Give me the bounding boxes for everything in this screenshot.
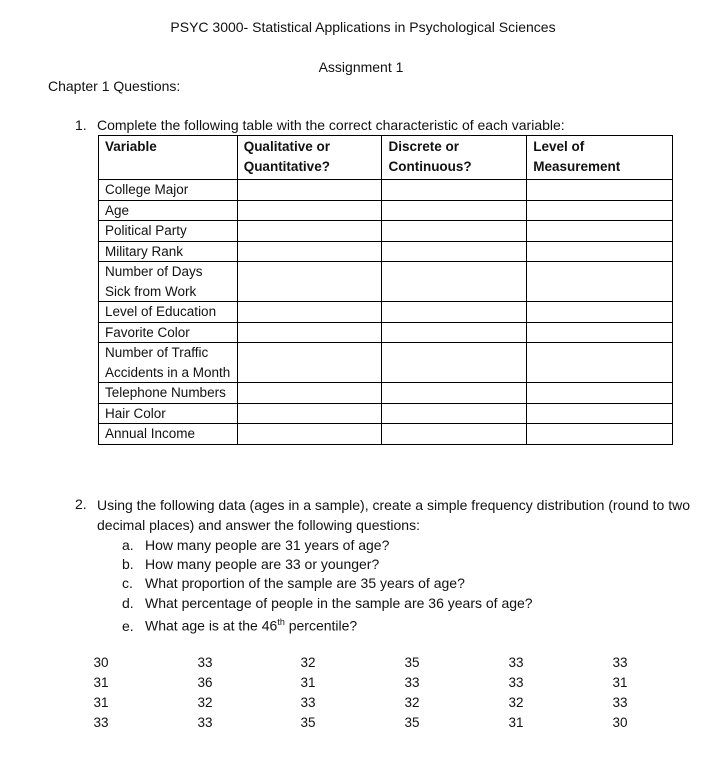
subquestion-letter: e. [122, 617, 134, 634]
discrete-continuous-cell[interactable] [382, 383, 527, 404]
age-data-column [605, 653, 635, 733]
assignment-title: Assignment 1 [318, 59, 404, 75]
subquestion-e [122, 613, 357, 636]
subquestion-a [122, 536, 389, 556]
age-value: 33 [300, 695, 316, 710]
discrete-continuous-cell[interactable] [382, 262, 527, 302]
age-value: 32 [300, 655, 316, 670]
age-value: 30 [612, 715, 628, 730]
age-value: 32 [404, 695, 420, 710]
variable-name-cell: Annual Income [99, 424, 238, 445]
variable-name-cell: Number of Days Sick from Work [99, 262, 238, 302]
subquestion-text: How many people are 31 years of age? [145, 537, 390, 553]
age-value: 31 [93, 695, 109, 710]
age-data-column [86, 653, 116, 733]
age-value: 35 [404, 655, 420, 670]
age-value: 33 [197, 715, 213, 730]
qualitative-quantitative-cell[interactable] [237, 200, 382, 221]
age-data-column [293, 653, 323, 733]
subquestion-letter: b. [122, 556, 134, 572]
chapter-heading: Chapter 1 Questions: [48, 78, 181, 94]
level-of-measurement-cell[interactable] [527, 180, 673, 201]
level-of-measurement-cell[interactable] [527, 403, 673, 424]
age-value: 33 [612, 695, 628, 710]
header-level-of-measurement: Level of Measurement [527, 136, 673, 180]
subquestion-text: How many people are 33 or younger? [145, 556, 380, 572]
level-of-measurement-cell[interactable] [527, 302, 673, 323]
table-row [99, 241, 673, 262]
question-2-text: Using the following data (ages in a sample), create a simple frequency distribution (round to two decimal places) and answer the following questions: [97, 497, 690, 533]
age-value: 32 [197, 695, 213, 710]
table-header-row [99, 136, 673, 180]
table-row [99, 302, 673, 323]
qualitative-quantitative-cell[interactable] [237, 180, 382, 201]
age-value: 33 [612, 655, 628, 670]
discrete-continuous-cell[interactable] [382, 221, 527, 242]
age-value: 32 [508, 695, 524, 710]
table-row [99, 180, 673, 201]
discrete-continuous-cell[interactable] [382, 241, 527, 262]
subquestion-letter: a. [122, 537, 134, 553]
header-qualitative-quantitative: Qualitative or Quantitative? [237, 136, 382, 180]
question-1-number: 1. [75, 117, 87, 133]
subquestion-d [122, 594, 533, 614]
table-row [99, 221, 673, 242]
discrete-continuous-cell[interactable] [382, 343, 527, 383]
age-value: 35 [404, 715, 420, 730]
qualitative-quantitative-cell[interactable] [237, 302, 382, 323]
table-row [99, 343, 673, 383]
question-2-number: 2. [75, 496, 87, 512]
table-row [99, 403, 673, 424]
age-value: 36 [197, 675, 213, 690]
age-value: 33 [508, 675, 524, 690]
subquestion-text-end: percentile? [284, 617, 358, 634]
subquestion-b [122, 555, 379, 575]
qualitative-quantitative-cell[interactable] [237, 424, 382, 445]
ordinal-superscript: th [277, 617, 285, 627]
variable-name-cell: Military Rank [99, 241, 238, 262]
qualitative-quantitative-cell[interactable] [237, 322, 382, 343]
level-of-measurement-cell[interactable] [527, 221, 673, 242]
subquestion-c [122, 574, 465, 594]
table-row [99, 383, 673, 404]
qualitative-quantitative-cell[interactable] [237, 241, 382, 262]
age-value: 31 [300, 675, 316, 690]
qualitative-quantitative-cell[interactable] [237, 403, 382, 424]
discrete-continuous-cell[interactable] [382, 200, 527, 221]
level-of-measurement-cell[interactable] [527, 262, 673, 302]
variable-name-cell: College Major [99, 180, 238, 201]
header-discrete-continuous: Discrete or Continuous? [382, 136, 527, 180]
level-of-measurement-cell[interactable] [527, 383, 673, 404]
age-value: 31 [93, 675, 109, 690]
level-of-measurement-cell[interactable] [527, 424, 673, 445]
age-value: 33 [93, 715, 109, 730]
variable-name-cell: Number of Traffic Accidents in a Month [99, 343, 238, 383]
level-of-measurement-cell[interactable] [527, 200, 673, 221]
question-1-text: Complete the following table with the correct characteristic of each variable: [97, 117, 565, 133]
variable-name-cell: Level of Education [99, 302, 238, 323]
subquestion-letter: c. [122, 575, 133, 591]
subquestion-letter: d. [122, 595, 134, 611]
discrete-continuous-cell[interactable] [382, 403, 527, 424]
subquestion-text: What percentage of people in the sample are 36 years of age? [145, 595, 533, 611]
variable-name-cell: Hair Color [99, 403, 238, 424]
age-value: 33 [404, 675, 420, 690]
age-value: 31 [612, 675, 628, 690]
level-of-measurement-cell[interactable] [527, 322, 673, 343]
variable-name-cell: Political Party [99, 221, 238, 242]
discrete-continuous-cell[interactable] [382, 302, 527, 323]
qualitative-quantitative-cell[interactable] [237, 221, 382, 242]
header-variable: Variable [99, 136, 238, 180]
subquestion-text: What age is at the 46 [145, 617, 278, 634]
qualitative-quantitative-cell[interactable] [237, 383, 382, 404]
qualitative-quantitative-cell[interactable] [237, 262, 382, 302]
variables-table [98, 135, 673, 445]
subquestion-text: What proportion of the sample are 35 years of age? [145, 575, 465, 591]
age-value: 35 [300, 715, 316, 730]
table-row [99, 262, 673, 302]
variable-name-cell: Favorite Color [99, 322, 238, 343]
table-row [99, 200, 673, 221]
qualitative-quantitative-cell[interactable] [237, 343, 382, 383]
discrete-continuous-cell[interactable] [382, 424, 527, 445]
age-value: 33 [508, 655, 524, 670]
level-of-measurement-cell[interactable] [527, 343, 673, 383]
table-row [99, 322, 673, 343]
age-data-column [501, 653, 531, 733]
age-data-column [190, 653, 220, 733]
table-row [99, 424, 673, 445]
variable-name-cell: Age [99, 200, 238, 221]
age-data-column [397, 653, 427, 733]
discrete-continuous-cell[interactable] [382, 322, 527, 343]
course-title: PSYC 3000- Statistical Applications in Psychological Sciences [170, 19, 556, 35]
level-of-measurement-cell[interactable] [527, 241, 673, 262]
age-value: 31 [508, 715, 524, 730]
discrete-continuous-cell[interactable] [382, 180, 527, 201]
variable-name-cell: Telephone Numbers [99, 383, 238, 404]
age-value: 30 [93, 655, 109, 670]
age-value: 33 [197, 655, 213, 670]
